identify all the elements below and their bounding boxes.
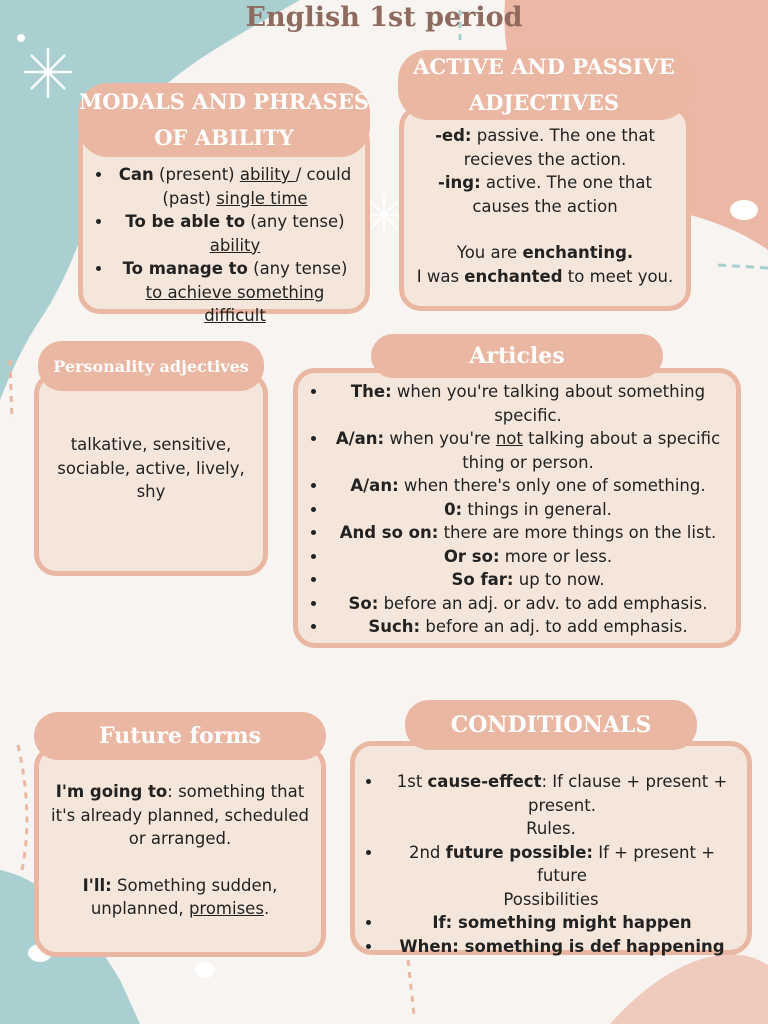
future-header: Future forms — [34, 712, 326, 760]
list-item: • Such: before an adj. to add emphasis. — [328, 615, 728, 639]
articles-list — [306, 380, 728, 639]
articles-card — [293, 368, 741, 648]
conditionals-header: CONDITIONALS — [405, 700, 697, 750]
list-item: • A/an: when you're not talking about a specific thing or person. — [328, 427, 728, 474]
list-item: • To manage to (any tense) to achieve something difficult — [113, 257, 357, 328]
personality-header: Personality adjectives — [38, 341, 264, 391]
list-item: • To be able to (any tense) ability — [113, 210, 357, 257]
conditionals-card — [350, 741, 752, 955]
conditionals-list — [361, 770, 741, 817]
will-definition: I'll: Something sudden, unplanned, promises. — [82, 875, 278, 918]
modals-header: MODALS AND PHRASES OF ABILITY — [78, 83, 370, 157]
list-item: • 0: things in general. — [328, 498, 728, 522]
example-enchanting: You are enchanting. — [456, 243, 634, 262]
adjectives-header: ACTIVE AND PASSIVE ADJECTIVES — [398, 50, 690, 120]
articles-header: Articles — [371, 334, 663, 378]
possibilities-label: Possibilities — [503, 889, 599, 909]
future-card — [34, 745, 326, 957]
ing-definition: -ing: active. The one that causes the action — [438, 173, 652, 216]
ed-definition: -ed: passive. The one that recieves the action. — [435, 126, 655, 169]
list-item: • 1st cause-effect: If clause + present + present. — [383, 770, 741, 817]
list-item: • Or so: more or less. — [328, 545, 728, 569]
list-item: • So far: up to now. — [328, 568, 728, 592]
list-item: • So: before an adj. or adv. to add emphasis. — [328, 592, 728, 616]
example-enchanted: I was enchanted to meet you. — [416, 266, 674, 286]
list-item: • When: something is def happening — [383, 935, 741, 959]
list-item: • The: when you're talking about something specific. — [328, 380, 728, 427]
page-title: English 1st period — [245, 2, 523, 33]
modals-list — [91, 163, 357, 328]
list-item: • Can (present) ability / could (past) single time — [113, 163, 357, 210]
going-to-definition: I'm going to: something that it's already planned, scheduled or arranged. — [51, 782, 309, 848]
list-item: • If: something might happen — [383, 911, 741, 935]
adjectives-card — [399, 105, 691, 311]
personality-card — [34, 372, 268, 576]
list-item: • A/an: when there's only one of something. — [328, 474, 728, 498]
list-item: • 2nd future possible: If + present + future — [383, 841, 741, 888]
rules-label: Rules. — [526, 819, 576, 838]
list-item: • And so on: there are more things on the list. — [328, 521, 728, 545]
personality-text: talkative, sensitive, sociable, active, lively, shy — [57, 435, 245, 501]
